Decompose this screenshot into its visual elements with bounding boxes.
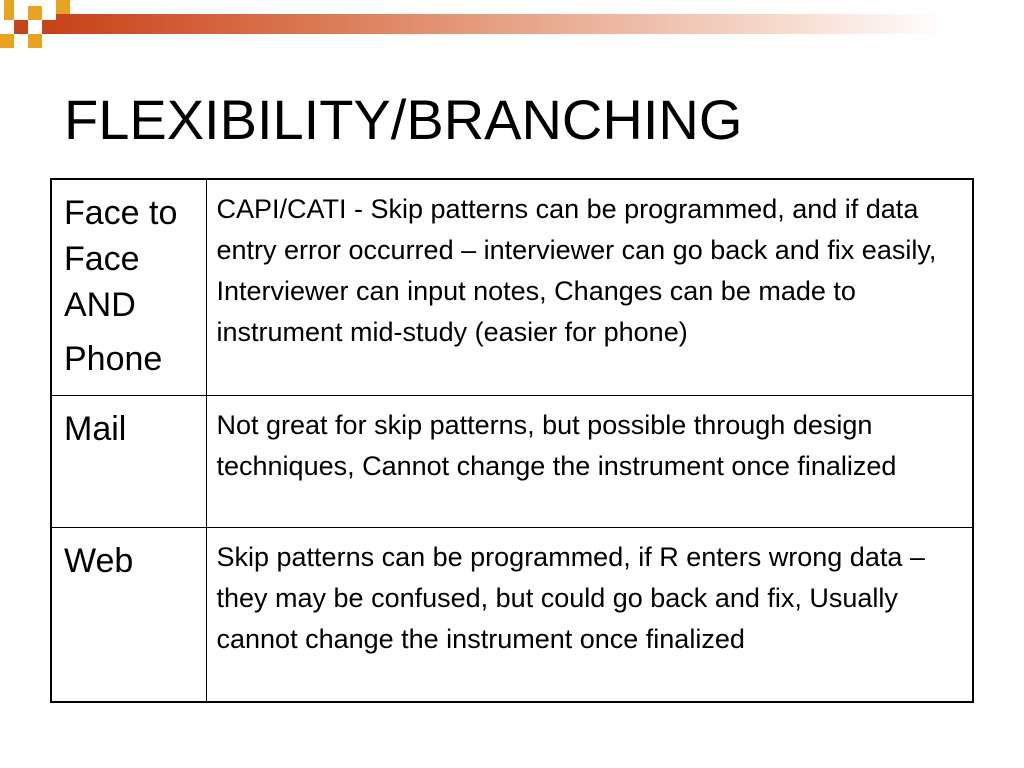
table-row	[51, 179, 973, 395]
description-cell: Not great for skip patterns, but possible through design techniques, Cannot change the instrument once finalized	[206, 395, 973, 527]
mode-label: Phone	[64, 340, 163, 378]
decorative-square	[4, 0, 14, 20]
mode-cell	[51, 179, 206, 395]
description-cell: Skip patterns can be programmed, if R enters wrong data – they may be confused, but could go back and fix, Usually cannot change the instrument once finalized	[206, 527, 973, 702]
comparison-table	[50, 178, 974, 703]
mode-label: AND	[64, 286, 136, 324]
mode-cell	[51, 395, 206, 527]
mode-cell	[51, 527, 206, 702]
table-row	[51, 395, 973, 527]
description-cell: CAPI/CATI - Skip patterns can be programmed, and if data entry error occurred – interviewer can go back and fix easily, Interviewer can input notes, Changes can be made to instrument mid-study (easier for phone)	[206, 179, 973, 395]
table-row	[51, 527, 973, 702]
mode-label: Face	[64, 240, 140, 278]
mode-label: Face to	[64, 194, 178, 232]
decorative-square	[28, 34, 42, 48]
decorative-square	[28, 6, 42, 20]
decorative-header-bar	[56, 14, 1024, 34]
decorative-square	[56, 0, 70, 14]
slide-title: FLEXIBILITY/BRANCHING	[64, 88, 743, 151]
decorative-square	[14, 20, 28, 34]
decorative-square	[42, 20, 56, 34]
decorative-square	[0, 34, 14, 48]
mode-label: Mail	[64, 409, 127, 448]
mode-label: Web	[64, 541, 134, 580]
